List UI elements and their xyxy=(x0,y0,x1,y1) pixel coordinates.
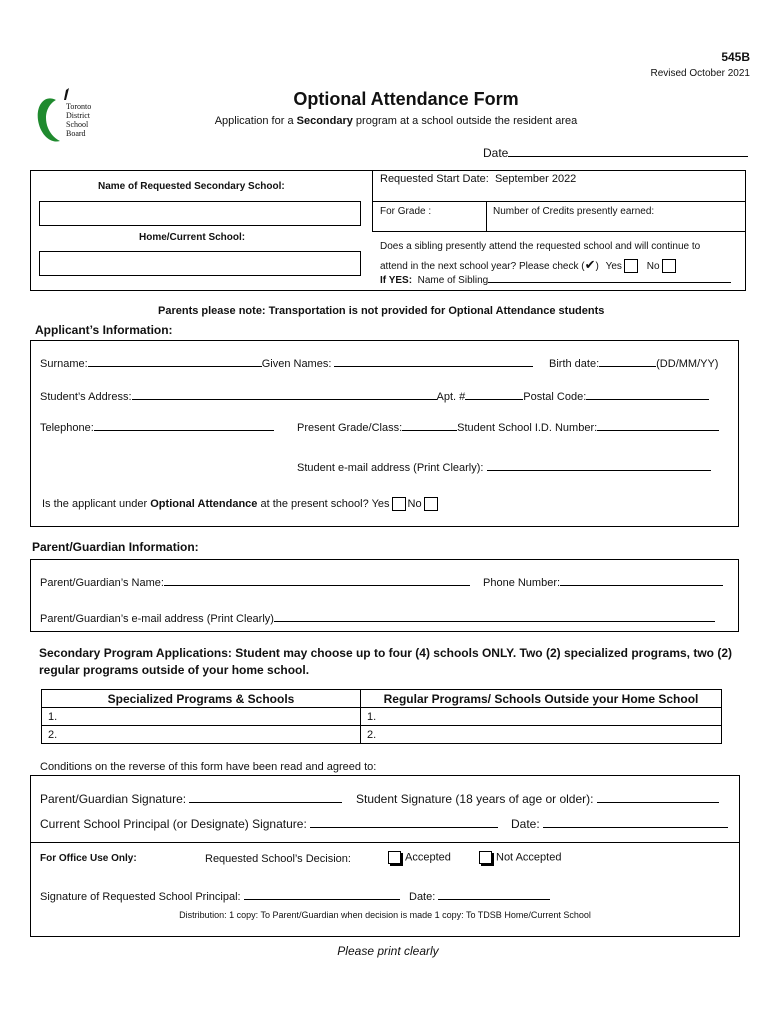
applicant-heading: Applicant’s Information: xyxy=(35,323,173,337)
col-specialized: Specialized Programs & Schools xyxy=(42,690,361,708)
specialized-2[interactable]: 2. xyxy=(42,726,361,744)
accepted-option[interactable]: Accepted xyxy=(388,851,451,864)
grade-label: For Grade : xyxy=(380,206,432,217)
principal-date-field[interactable]: Date: xyxy=(511,817,728,831)
programs-intro: Secondary Program Applications: Student may choose up to four (4) schools ONLY. Two (2) specialized programs, two (2) xyxy=(39,646,732,660)
revised-date: Revised October 2021 xyxy=(650,68,750,79)
credits-label: Number of Credits presently earned: xyxy=(493,206,655,217)
regular-2[interactable]: 2. xyxy=(361,726,722,744)
transport-note: Parents please note: Transportation is not provided for Optional Attendance students xyxy=(158,305,605,317)
requested-principal-signature[interactable]: Signature of Requested School Principal: xyxy=(40,889,400,903)
programs-intro-2: regular programs outside of your home school. xyxy=(39,663,310,677)
grade-class-field[interactable]: Present Grade/Class: Student School I.D. Number: xyxy=(297,420,719,434)
home-school-input[interactable] xyxy=(39,251,361,276)
col-regular: Regular Programs/ Schools Outside your Home School xyxy=(361,690,722,708)
surname-field[interactable]: Surname: Given Names: xyxy=(40,356,533,370)
parent-signature-field[interactable]: Parent/Guardian Signature: xyxy=(40,792,342,806)
form-number: 545B xyxy=(721,50,750,64)
parent-name-field[interactable]: Parent/Guardian’s Name: xyxy=(40,575,470,589)
start-date: Requested Start Date: September 2022 xyxy=(380,173,577,185)
student-signature-field[interactable]: Student Signature (18 years of age or older): xyxy=(356,792,719,806)
regular-1[interactable]: 1. xyxy=(361,708,722,726)
footer-note: Please print clearly xyxy=(337,944,439,958)
table-row xyxy=(42,708,722,726)
accepted-checkbox xyxy=(388,851,401,864)
check-mark-icon: ✔ xyxy=(584,257,596,272)
date-field[interactable]: Date xyxy=(483,146,748,160)
logo-line: Board xyxy=(66,129,86,138)
telephone-field[interactable]: Telephone: xyxy=(40,420,274,434)
optional-no-checkbox[interactable] xyxy=(424,497,438,511)
logo-line: School xyxy=(66,120,89,129)
conditions-text: Conditions on the reverse of this form have been read and agreed to: xyxy=(40,761,377,773)
sibling-question: Does a sibling presently attend the requested school and will continue to xyxy=(380,241,701,252)
not-accepted-checkbox xyxy=(479,851,492,864)
specialized-1[interactable]: 1. xyxy=(42,708,361,726)
parent-email-field[interactable]: Parent/Guardian’s e-mail address (Print Clearly) xyxy=(40,611,715,625)
not-accepted-option[interactable]: Not Accepted xyxy=(479,851,561,864)
student-email-field[interactable]: Student e-mail address (Print Clearly): xyxy=(297,460,711,474)
requested-principal-date[interactable]: Date: xyxy=(409,889,550,903)
address-field[interactable]: Student’s Address: Apt. # Postal Code: xyxy=(40,389,709,403)
parent-phone-field[interactable]: Phone Number: xyxy=(483,575,723,589)
page-title: Optional Attendance Form xyxy=(293,89,519,109)
principal-signature-field[interactable]: Current School Principal (or Designate) Signature: xyxy=(40,817,498,831)
sibling-name-field[interactable]: If YES: Name of Sibling xyxy=(380,272,731,286)
logo-line: Toronto xyxy=(66,102,92,111)
optional-yes-checkbox[interactable] xyxy=(392,497,406,511)
optional-attendance-question: Is the applicant under Optional Attendance at the present school? Yes No xyxy=(42,497,440,511)
programs-table xyxy=(41,689,722,744)
decision-label: Requested School’s Decision: xyxy=(205,853,351,865)
birthdate-field[interactable]: Birth date: (DD/MM/YY) xyxy=(549,358,719,370)
office-use-label: For Office Use Only: xyxy=(40,853,137,864)
distribution-note: Distribution: 1 copy: To Parent/Guardian when decision is made 1 copy: To TDSB Home/Current School xyxy=(179,910,591,920)
table-row xyxy=(42,726,722,744)
logo-line: District xyxy=(66,111,90,120)
requested-school-input[interactable] xyxy=(39,201,361,226)
home-school-label: Home/Current School: xyxy=(139,232,246,243)
requested-school-label: Name of Requested Secondary School: xyxy=(98,181,285,192)
sibling-check-row: attend in the next school year? Please check (✔) Yes No xyxy=(380,257,678,273)
parent-heading: Parent/Guardian Information: xyxy=(32,540,199,554)
page-subtitle: Application for a Secondary program at a school outside the resident area xyxy=(214,115,578,127)
